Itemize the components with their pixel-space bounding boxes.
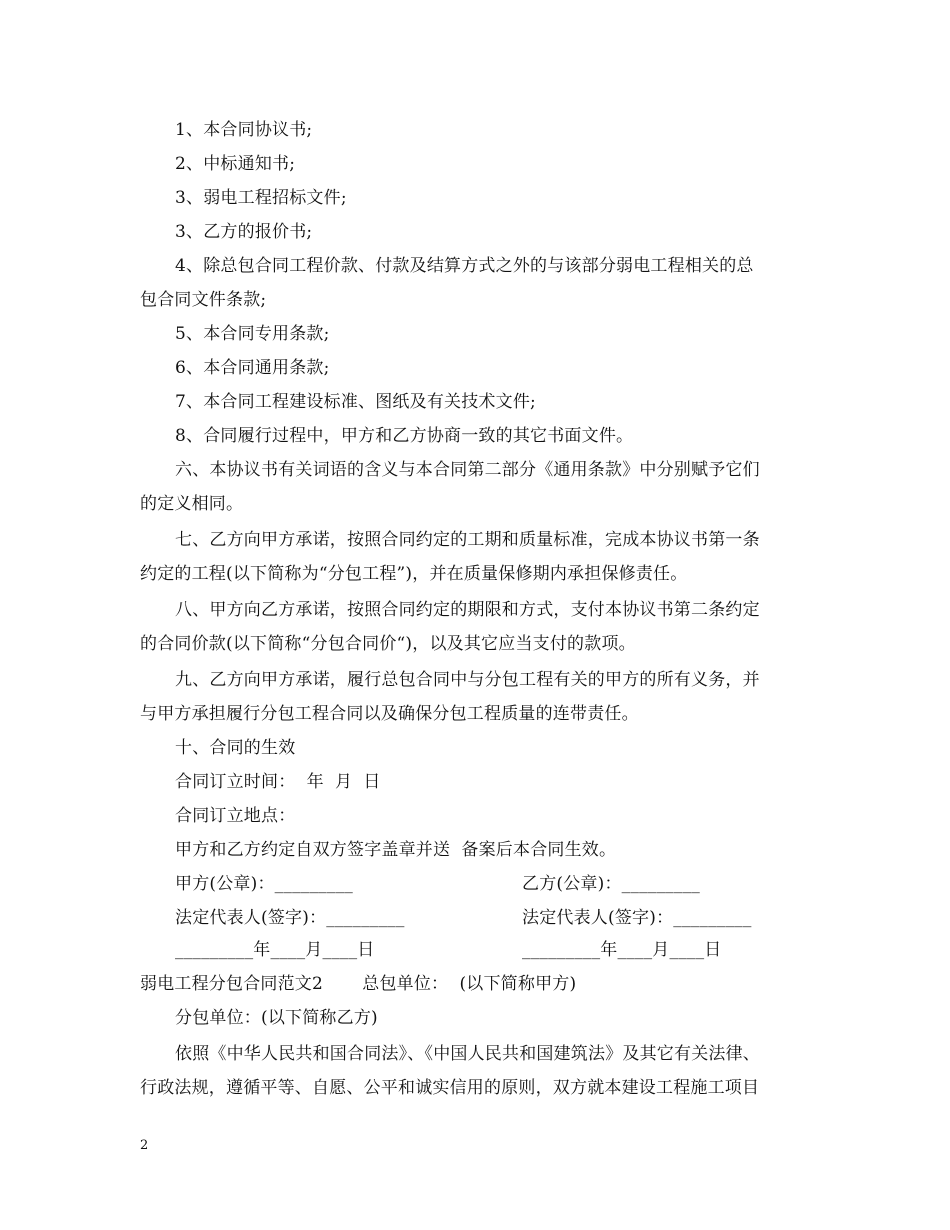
party-b-representative: 法定代表人(签字)：_________ bbox=[522, 908, 752, 928]
sample-2-heading: 弱电工程分包合同范文2 总包单位： (以下简称甲方) bbox=[140, 974, 577, 994]
contract-item-3b: 3、乙方的报价书; bbox=[175, 222, 313, 242]
legal-basis-line1: 依照《中华人民共和国合同法》、《中国人民共和国建筑法》及其它有关法律、 bbox=[175, 1044, 760, 1064]
contract-signing-place: 合同订立地点： bbox=[175, 806, 296, 826]
clause-6-line2: 的定义相同。 bbox=[140, 494, 244, 514]
contract-item-4-line1: 4、除总包合同工程价款、付款及结算方式之外的与该部分弱电工程相关的总 bbox=[175, 256, 754, 276]
clause-9-line1: 九、乙方向甲方承诺，履行总包合同中与分包工程有关的甲方的所有义务，并 bbox=[175, 670, 760, 690]
contract-item-7: 7、本合同工程建设标准、图纸及有关技术文件; bbox=[175, 392, 536, 412]
contract-item-3a: 3、弱电工程招标文件; bbox=[175, 188, 347, 208]
clause-7-line1: 七、乙方向甲方承诺，按照合同约定的工期和质量标准，完成本协议书第一条 bbox=[175, 530, 760, 550]
party-a-date: _________年____月____日 bbox=[175, 940, 375, 960]
clause-10-heading: 十、合同的生效 bbox=[175, 738, 296, 758]
page-number: 2 bbox=[140, 1138, 149, 1153]
party-b-date: _________年____月____日 bbox=[522, 940, 722, 960]
party-a-representative: 法定代表人(签字)：_________ bbox=[175, 908, 405, 928]
contract-item-6: 6、本合同通用条款; bbox=[175, 358, 330, 378]
contract-effective-note: 甲方和乙方约定自双方签字盖章并送 备案后本合同生效。 bbox=[175, 840, 617, 860]
party-b-seal: 乙方(公章)：_________ bbox=[522, 874, 700, 894]
contract-item-8: 8、合同履行过程中，甲方和乙方协商一致的其它书面文件。 bbox=[175, 426, 634, 446]
contract-item-5: 5、本合同专用条款; bbox=[175, 324, 330, 344]
subcontractor-unit: 分包单位：(以下简称乙方) bbox=[175, 1008, 378, 1028]
contract-item-2: 2、中标通知书; bbox=[175, 154, 296, 174]
contract-signing-date: 合同订立时间： 年 月 日 bbox=[175, 772, 381, 792]
clause-8-line2: 的合同价款(以下简称“分包合同价“)，以及其它应当支付的款项。 bbox=[140, 634, 636, 654]
party-a-seal: 甲方(公章)：_________ bbox=[175, 874, 353, 894]
clause-6-line1: 六、本协议书有关词语的含义与本合同第二部分《通用条款》中分别赋予它们 bbox=[175, 460, 760, 480]
contract-item-4-line2: 包合同文件条款; bbox=[140, 290, 267, 310]
clause-8-line1: 八、甲方向乙方承诺，按照合同约定的期限和方式，支付本协议书第二条约定 bbox=[175, 600, 760, 620]
clause-9-line2: 与甲方承担履行分包工程合同以及确保分包工程质量的连带责任。 bbox=[140, 704, 639, 724]
clause-7-line2: 约定的工程(以下简称为“分包工程”)，并在质量保修期内承担保修责任。 bbox=[140, 564, 688, 584]
contract-item-1: 1、本合同协议书; bbox=[175, 120, 313, 140]
legal-basis-line2: 行政法规，遵循平等、自愿、公平和诚实信用的原则，双方就本建设工程施工项目 bbox=[140, 1078, 760, 1098]
